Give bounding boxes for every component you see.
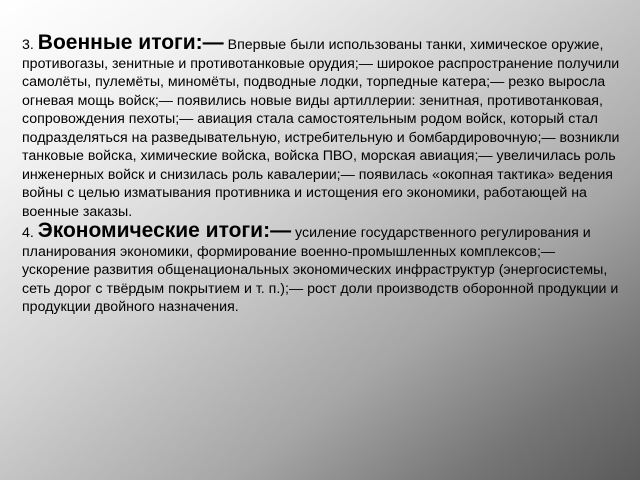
- section-number: 3.: [22, 37, 34, 53]
- section-number: 4.: [22, 225, 34, 241]
- section-heading: Экономические итоги:—: [37, 219, 292, 242]
- slide-content: [22, 31, 626, 317]
- section-text: усиление государственного регулирования и планирования экономики, формирование военно-промышленных комплексов;— ускорение развития общенациональных экономических инфраструктур (энергосистемы, сеть дорог с твёрдым покрытием и т. п.);— рост доли производств оборонной продукции и продукции двойного назначения.: [22, 225, 619, 315]
- section-text: Впервые были использованы танки, химическое оружие, противогазы, зенитные и противотанковые орудия;— широкое распространение получили самолёты, пулемёты, миномёты, подводные лодки, торпедные катера;— резко выросла огневая мощь войск;— появились новые виды артиллерии: зенитная, противотанковая, сопровождения пехоты;— авиация стала самостоятельным родом войск, который стал подразделяться на разведывательную, истребительную и бомбардировочную;— возникли танковые войска, химические войска, войска ПВО, морская авиация;— увеличилась роль инженерных войск и снизилась роль кавалерии;— появилась «окопная тактика» ведения войны с целью изматывания противника и истощения его экономики, работающей на военные заказы.: [22, 37, 620, 220]
- section-economic-results: [22, 219, 626, 317]
- section-military-results: [22, 31, 626, 221]
- section-heading: Военные итоги:—: [37, 31, 224, 54]
